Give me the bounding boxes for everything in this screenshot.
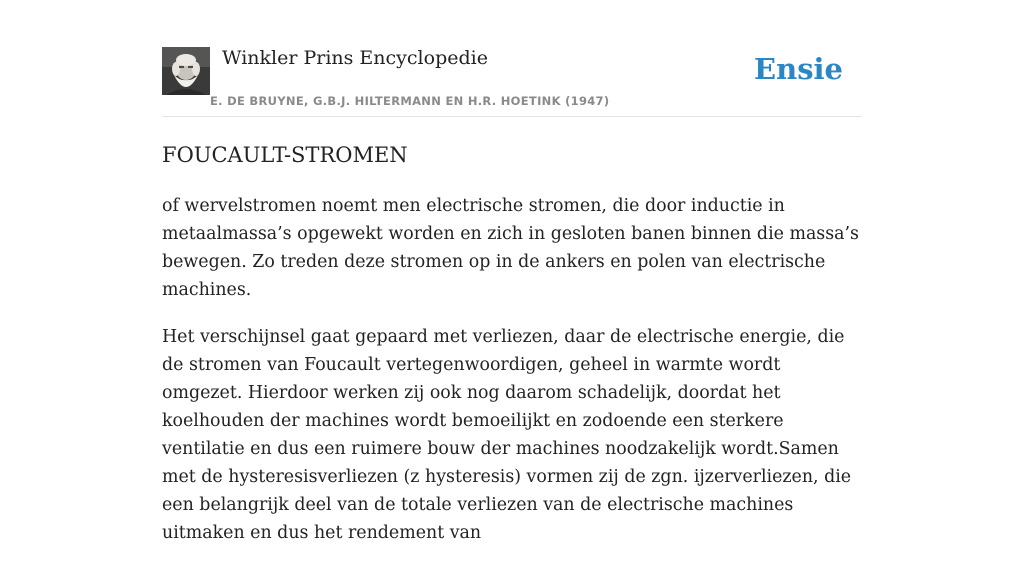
article-body <box>162 192 862 566</box>
header <box>162 0 862 117</box>
bearded-man-portrait-icon <box>162 47 210 95</box>
ensie-logo[interactable]: Ensie <box>754 52 843 86</box>
page <box>162 0 862 543</box>
article-title: FOUCAULT-STROMEN <box>162 143 408 167</box>
authors-line: E. DE BRUYNE, G.B.J. HILTERMANN EN H.R. HOETINK (1947) <box>210 94 610 108</box>
article-paragraph: of wervelstromen noemt men electrische stromen, die door inductie in metaalmassa’s opgewekt worden en zich in gesloten banen binnen die massa’s bewegen. Zo treden deze stromen op in de ankers en polen van electrische machines. <box>162 196 859 300</box>
author-avatar <box>162 47 210 95</box>
site-title[interactable]: Winkler Prins Encyclopedie <box>222 47 488 69</box>
article-paragraph: Het verschijnsel gaat gepaard met verliezen, daar de electrische energie, die de stromen van Foucault vertegenwoordigen, geheel in warmte wordt omgezet. Hierdoor werken zij ook nog daarom schadelijk, doordat het koelhouden der machines wordt bemoeilijkt en zodoende een sterkere ventilatie en dus een ruimere bouw der machines noodzakelijk wordt.Samen met de hysteresisverliezen (z hysteresis) vormen zij de zgn. ijzerverliezen, die een belangrijk deel van de totale verliezen van de electrische machines uitmaken en dus het rendement van <box>162 327 852 543</box>
